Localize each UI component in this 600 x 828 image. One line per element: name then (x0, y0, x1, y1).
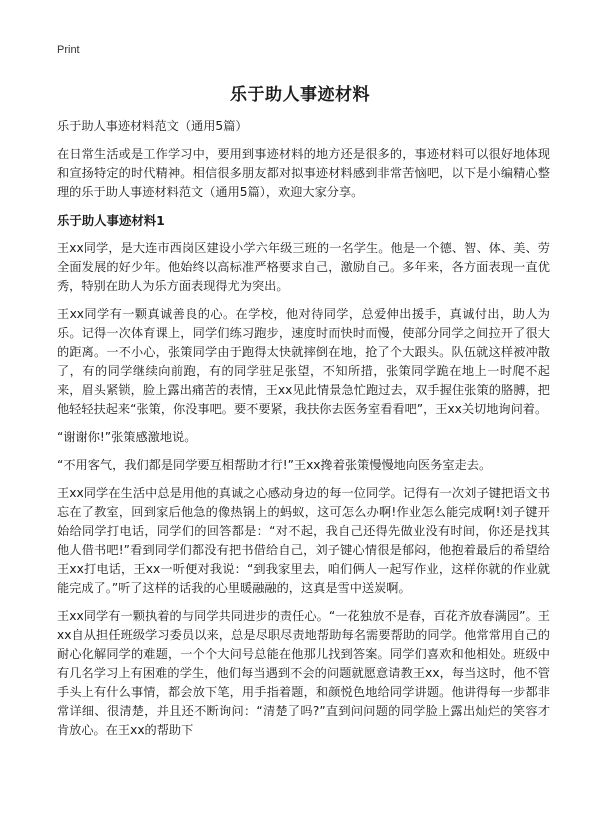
document-subtitle: 乐于助人事迹材料范文（通用5篇） (57, 119, 248, 133)
body-paragraph: 王xx同学在生活中总是用他的真诚之心感动身边的每一位同学。记得有一次刘子键把语文书忘在了教室，回到家后他急的像热锅上的蚂蚁，这可怎么办啊!作业怎么能完成啊!刘子键开始给同学打电话，同学们的回答都是：“对不起，我自己还得先做业没有时间，你还是找其他人借书吧!”看到同学们都没有把书借给自己，刘子键心情很是郁闷，他抱着最后的希望给王xx打电话，王xx一听便对我说：“到我家里去，咱们俩人一起写作业，这样你就的作业就能完成了。”听了这样的话我的心里暖融融的，这真是雪中送炭啊。 (57, 486, 550, 595)
document-title: 乐于助人事迹材料 (230, 85, 370, 105)
document-body (57, 117, 550, 749)
body-paragraph: “谢谢你!”张策感激地说。 (57, 430, 197, 444)
print-link[interactable]: Print (57, 44, 80, 56)
section-heading: 乐于助人事迹材料1 (57, 213, 165, 228)
body-paragraph: “不用客气，我们都是同学要互相帮助才行!”王xx搀着张策慢慢地向医务室走去。 (57, 458, 492, 472)
body-paragraph: 王xx同学，是大连市西岗区建设小学六年级三班的一名学生。他是一个德、智、体、美、劳全面发展的好少年。他始终以高标准严格要求自己，激励自己。多年来，各方面表现一直优秀，特别在助人为乐方面表现得尤为突出。 (57, 241, 550, 293)
body-paragraph: 王xx同学有一颗执着的与同学共同进步的责任心。“一花独放不是春，百花齐放春满园”。王xx自从担任班级学习委员以来，总是尽职尽责地帮助每名需要帮助的同学。他常常用自己的耐心化解同学的难题，一个个大问号总能在他那儿找到答案。同学们喜欢和他相处。班级中有几名学习上有困难的学生，他们每当遇到不会的问题就愿意请教王xx，每当这时，他不管手头上有什么事情，都会放下笔，用手指着题，和颜悦色地给同学讲题。他讲得每一步都非常详细、很清楚，并且还不断询问：“清楚了吗?”直到问问题的同学脸上露出灿烂的笑容才肯放心。在王xx的帮助下 (57, 609, 550, 737)
body-paragraph: 王xx同学有一颗真诚善良的心。在学校，他对待同学，总爱伸出援手，真诚付出，助人为乐。记得一次体育课上，同学们练习跑步，速度时而快时而慢，使部分同学之间拉开了很大的距离。一不小心，张策同学由于跑得太快就摔倒在地，抢了个大跟头。队伍就这样被冲散了，有的同学继续向前跑，有的同学驻足张望，不知所措，张策同学跪在地上一时爬不起来，眉头紧锁，脸上露出痛苦的表情，王xx见此情景急忙跑过去，双手握住张策的胳膊，把他轻轻扶起来“张策，你没事吧。要不要紧，我扶你去医务室看看吧”，王xx关切地询问着。 (57, 307, 550, 416)
intro-paragraph: 在日常生活或是工作学习中，要用到事迹材料的地方还是很多的，事迹材料可以很好地体现和宣扬特定的时代精神。相信很多朋友都对拟事迹材料感到非常苦恼吧，以下是小编精心整理的乐于助人事迹材料范文（通用5篇），欢迎大家分享。 (57, 147, 550, 199)
